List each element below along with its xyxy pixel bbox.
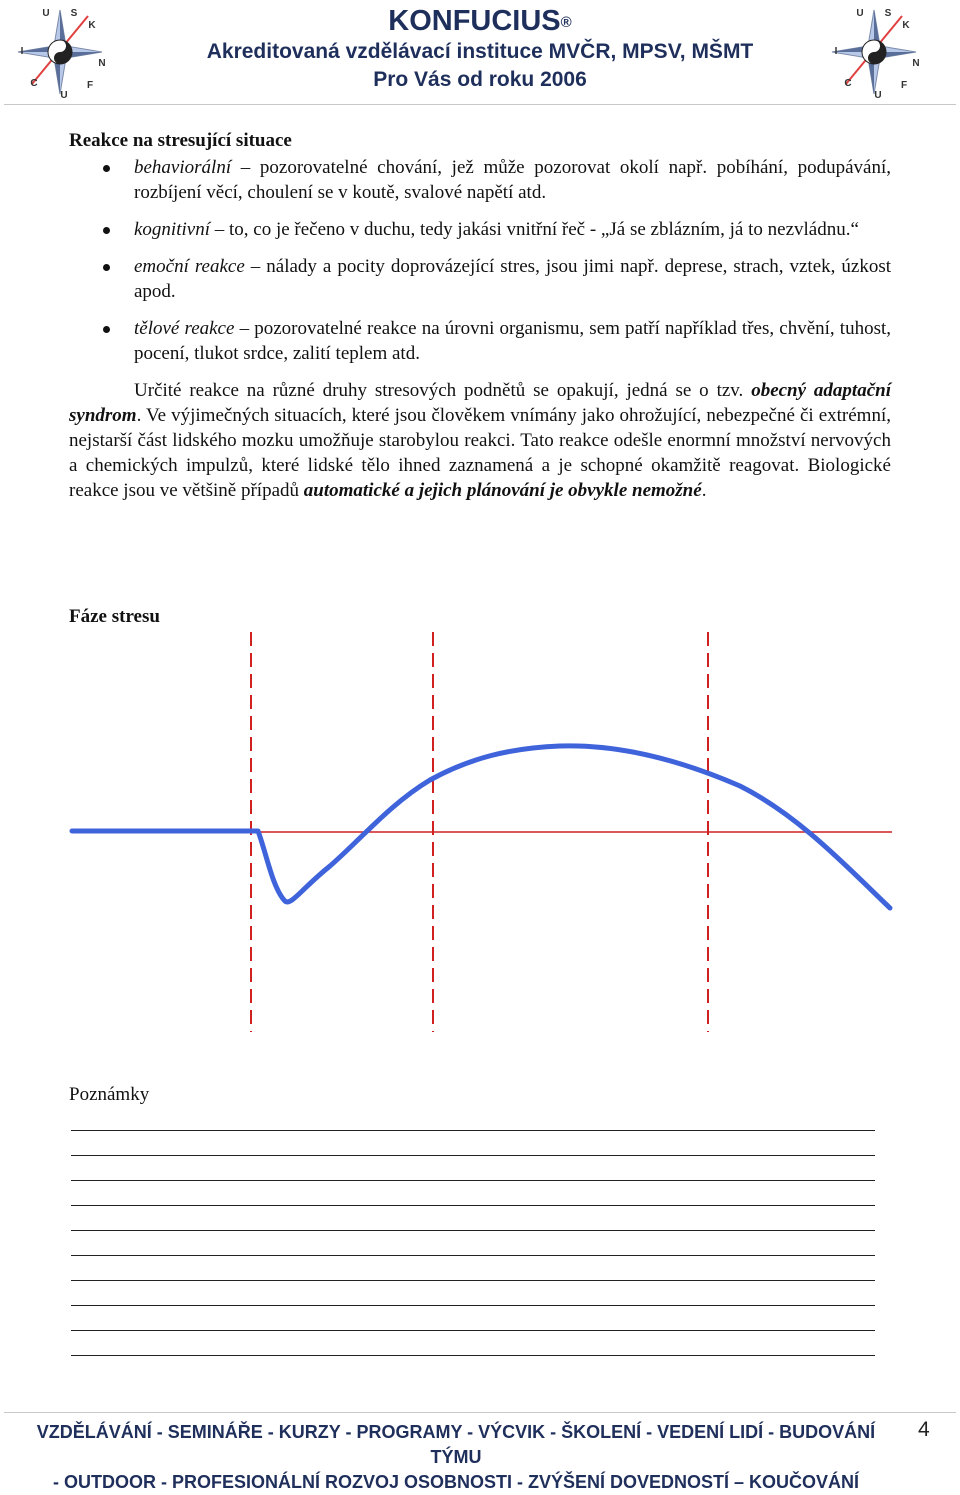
note-line <box>71 1355 875 1356</box>
footer-line-2: - OUTDOOR - PROFESIONÁLNÍ ROZVOJ OSOBNOSTI - ZVÝŠENÍ DOVEDNOSTÍ – KOUČOVÁNÍ <box>52 1472 860 1492</box>
body-paragraph <box>69 378 891 503</box>
reaction-description: – pozorovatelné reakce na úrovni organismu, sem patří například třes, chvění, tuhost, pocení, tlukot srdce, zalití teplem atd. <box>134 318 892 364</box>
footer-divider <box>4 1412 956 1413</box>
list-item <box>69 155 891 205</box>
page-footer <box>0 1404 960 1492</box>
svg-text:K: K <box>88 20 96 31</box>
registered-mark: ® <box>560 14 572 31</box>
list-item <box>69 254 891 304</box>
svg-text:K: K <box>902 20 910 31</box>
konfucius-logo-right <box>826 4 922 100</box>
svg-text:U: U <box>856 8 864 19</box>
paragraph-emphasis: obecný adaptační syndrom <box>69 380 891 426</box>
svg-text:S: S <box>70 8 78 19</box>
reaction-description: – pozorovatelné chování, jež může pozorovat okolí např. pobíhání, podupávání, rozbíjení věcí, choulení se v koutě, svalové napětí atd. <box>134 157 891 203</box>
reaction-term: emoční reakce <box>134 256 245 277</box>
svg-text:I: I <box>834 46 838 57</box>
header-since: Pro Vás od roku 2006 <box>373 68 587 91</box>
svg-text:N: N <box>912 58 920 69</box>
svg-text:C: C <box>844 78 852 89</box>
reaction-description: – nálady a pocity doprovázející stres, jsou jimi např. deprese, strach, vztek, úzkost apod. <box>134 256 891 302</box>
note-line <box>71 1305 875 1306</box>
paragraph-emphasis: automatické a jejich plánování je obvykle nemožné <box>303 480 702 501</box>
stress-phases-figure <box>0 620 960 1040</box>
footer-line-1: VZDĚLÁVÁNÍ - SEMINÁŘE - KURZY - PROGRAMY - VÝCVIK - ŠKOLENÍ - VEDENÍ LIDÍ - BUDOVÁNÍ TÝMU <box>36 1422 876 1467</box>
brand-title <box>180 4 780 38</box>
reaction-term: kognitivní <box>134 219 210 240</box>
notes-title: Poznámky <box>69 1084 150 1105</box>
header-divider <box>4 104 956 105</box>
brand-name: KONFUCIUS <box>388 5 561 37</box>
svg-text:S: S <box>884 8 892 19</box>
note-line <box>71 1230 875 1231</box>
page-number: 4 <box>918 1418 930 1441</box>
note-line <box>71 1155 875 1156</box>
note-line <box>71 1130 875 1131</box>
paragraph-text: . Ve výjimečných situacích, které jsou člověkem vnímány jako ohrožující, nebezpečné či extrémní, nejstarší část lidského mozku umožňuje starobylou reakci. Tato reakce odešle enormní množství nervových a chemických impulzů, které lidské tělo ihned zaznamená a je schopné okamžitě reagovat. Biologické reakce jsou ve většině případů <box>69 405 891 501</box>
svg-text:U: U <box>60 90 68 100</box>
header-text-block <box>180 4 780 94</box>
main-content <box>69 128 891 503</box>
note-line <box>71 1330 875 1331</box>
paragraph-text: Určité reakce na různé druhy stresových podnětů se opakují, jedná se o tzv. <box>134 380 752 401</box>
svg-text:U: U <box>42 8 50 19</box>
note-line <box>71 1205 875 1206</box>
section-title: Reakce na stresující situace <box>69 130 292 151</box>
footer-text <box>10 1420 902 1495</box>
paragraph-text: . <box>701 480 707 501</box>
stress-curve <box>72 746 890 908</box>
header-subtitle: Akreditovaná vzdělávací instituce MVČR, MPSV, MŠMT <box>206 40 754 63</box>
reaction-list <box>69 155 891 366</box>
svg-text:I: I <box>20 46 24 57</box>
page-header <box>0 0 960 108</box>
svg-text:C: C <box>30 78 38 89</box>
list-item <box>69 316 891 366</box>
reaction-term: tělové reakce <box>134 318 235 339</box>
note-line <box>71 1180 875 1181</box>
reaction-description: – to, co je řečeno v duchu, tedy jakási vnitřní řeč - „Já se zblázním, já to nezvládnu.“ <box>209 219 859 240</box>
list-item <box>69 217 891 242</box>
svg-text:U: U <box>874 90 882 100</box>
konfucius-logo-left <box>12 4 108 100</box>
note-line <box>71 1280 875 1281</box>
figure-title: Fáze stresu <box>69 606 160 627</box>
svg-text:F: F <box>900 80 908 91</box>
svg-text:F: F <box>86 80 94 91</box>
note-line <box>71 1255 875 1256</box>
reaction-term: behaviorální <box>134 157 232 178</box>
svg-text:N: N <box>98 58 106 69</box>
